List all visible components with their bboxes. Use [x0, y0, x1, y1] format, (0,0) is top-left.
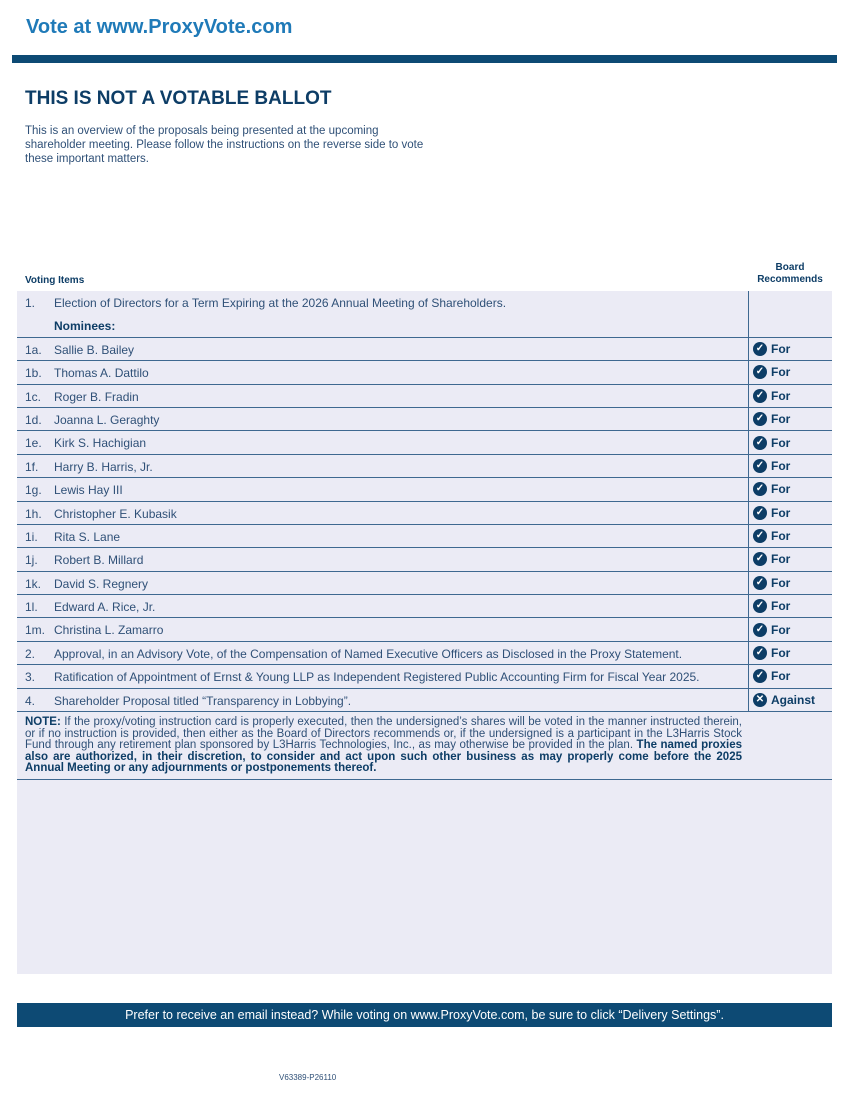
check-circle-icon: ✓ — [753, 623, 767, 637]
item-number: 1i. — [25, 529, 38, 544]
table-row — [17, 548, 832, 571]
note-section — [17, 712, 832, 780]
recommendation-label: For — [771, 646, 791, 661]
table-row — [17, 665, 832, 688]
item-text: Edward A. Rice, Jr. — [54, 600, 156, 615]
item-number: 1m. — [25, 623, 46, 638]
check-circle-icon: ✓ — [753, 506, 767, 520]
board-recommendation — [748, 548, 832, 570]
check-circle-icon: ✓ — [753, 459, 767, 473]
check-circle-icon: ✓ — [753, 436, 767, 450]
item-text: Shareholder Proposal titled “Transparency in Lobbying”. — [54, 693, 352, 708]
item-text: Kirk S. Hachigian — [54, 436, 147, 451]
recommends-label: Recommends — [757, 274, 823, 285]
item-number: 1g. — [25, 483, 42, 498]
note-label: NOTE: — [25, 716, 61, 729]
page-title: THIS IS NOT A VOTABLE BALLOT — [25, 88, 332, 109]
x-circle-icon: ✕ — [753, 693, 767, 707]
recommendation-label: For — [771, 458, 791, 473]
board-recommendation — [748, 525, 832, 547]
recommendation-label: For — [771, 552, 791, 567]
recommendation-label: Against — [771, 692, 816, 707]
item-text: Ratification of Appointment of Ernst & Young LLP as Independent Registered Public Accounting Firm for Fiscal Year 2025. — [54, 670, 700, 685]
check-circle-icon: ✓ — [753, 646, 767, 660]
item-number: 1h. — [25, 506, 42, 521]
table-row — [17, 642, 832, 665]
board-recommendation — [748, 478, 832, 500]
item-text: Rita S. Lane — [54, 529, 121, 544]
delivery-settings-banner: Prefer to receive an email instead? While voting on www.ProxyVote.com, be sure to click “Delivery Settings”. — [17, 1003, 832, 1027]
item-text: Robert B. Millard — [54, 553, 144, 568]
voting-items-header: Voting Items — [25, 275, 85, 286]
table-row — [17, 291, 832, 314]
board-recommendation — [748, 408, 832, 430]
recommendation-label: For — [771, 599, 791, 614]
recommendation-label: For — [771, 482, 791, 497]
item-text: Christopher E. Kubasik — [54, 506, 177, 521]
board-recommendation — [748, 595, 832, 617]
recommendation-label: For — [771, 669, 791, 684]
check-circle-icon: ✓ — [753, 342, 767, 356]
recommendation-label: For — [771, 365, 791, 380]
note-body: If the proxy/voting instruction card is properly executed, then the undersigned’s shares will be voted in the manner instructed therein, or if no instruction is provided, then either as the Board of Directors recommends or, if the undersigned is a participant in the L3Harris Stock Fund through any retirement plan sponsored by L3Harris Technologies, Inc., as may otherwise be provided in the plan. — [25, 716, 742, 752]
item-number: 1f. — [25, 459, 39, 474]
board-recommendation — [748, 361, 832, 383]
table-row — [17, 502, 832, 525]
item-text: Roger B. Fradin — [54, 389, 139, 404]
check-circle-icon: ✓ — [753, 669, 767, 683]
item-text: Christina L. Zamarro — [54, 623, 164, 638]
recommendation-label: For — [771, 341, 791, 356]
item-number: 1d. — [25, 412, 42, 427]
board-recommendation — [748, 385, 832, 407]
header-rule — [12, 55, 837, 63]
table-blank-area — [17, 780, 832, 974]
table-row — [17, 408, 832, 431]
note-bold-body: The named proxies also are authorized, in their discretion, to consider and act upon such other business as may properly come before the 2025 Annual Meeting or any adjournments or postponements thereof. — [25, 739, 742, 775]
item-number: 1a. — [25, 342, 42, 357]
board-recommendation — [748, 314, 832, 336]
table-row — [17, 478, 832, 501]
recommendation-label: For — [771, 412, 791, 427]
check-circle-icon: ✓ — [753, 389, 767, 403]
item-number: 1k. — [25, 576, 42, 591]
board-recommendation — [748, 502, 832, 524]
table-row — [17, 595, 832, 618]
intro-text: This is an overview of the proposals being presented at the upcoming shareholder meeting. Please follow the instructions on the reverse side to vote these important matters. — [25, 125, 424, 165]
item-text: Election of Directors for a Term Expiring at the 2026 Annual Meeting of Shareholders. — [54, 296, 507, 310]
recommendation-label: For — [771, 435, 791, 450]
recommendation-label: For — [771, 622, 791, 637]
recommendation-label: For — [771, 575, 791, 590]
check-circle-icon: ✓ — [753, 599, 767, 613]
item-number: 1. — [25, 296, 36, 310]
board-recommendation — [748, 431, 832, 453]
item-number: 1c. — [25, 389, 42, 404]
table-row — [17, 431, 832, 454]
recommendation-label: For — [771, 529, 791, 544]
note-text — [17, 712, 750, 779]
recommendation-label: For — [771, 388, 791, 403]
table-row — [17, 572, 832, 595]
board-recommendation — [748, 572, 832, 594]
board-recommendation — [748, 665, 832, 687]
recommendation-label: For — [771, 505, 791, 520]
board-recommendation — [748, 338, 832, 360]
item-number: 1j. — [25, 553, 38, 568]
item-text: Joanna L. Geraghty — [54, 412, 160, 427]
item-number: 1l. — [25, 600, 38, 615]
table-row — [17, 314, 832, 337]
item-number: 1e. — [25, 436, 42, 451]
table-row — [17, 455, 832, 478]
item-text: Nominees: — [54, 319, 116, 334]
table-row — [17, 525, 832, 548]
voting-items-table — [17, 291, 832, 974]
item-number: 4. — [25, 693, 36, 708]
board-label: Board — [775, 262, 805, 273]
table-row — [17, 361, 832, 384]
item-text: David S. Regnery — [54, 576, 149, 591]
board-recommendation — [748, 689, 832, 711]
board-recommendation — [748, 455, 832, 477]
item-number: 2. — [25, 646, 36, 661]
board-recommends-header — [748, 262, 832, 286]
check-circle-icon: ✓ — [753, 576, 767, 590]
item-text: Sallie B. Bailey — [54, 342, 135, 357]
check-circle-icon: ✓ — [753, 529, 767, 543]
check-circle-icon: ✓ — [753, 552, 767, 566]
table-row — [17, 689, 832, 712]
document-code: V63389-P26110 — [279, 1073, 337, 1082]
check-circle-icon: ✓ — [753, 482, 767, 496]
table-row — [17, 618, 832, 641]
check-circle-icon: ✓ — [753, 412, 767, 426]
item-number: 1b. — [25, 366, 42, 381]
item-text: Approval, in an Advisory Vote, of the Compensation of Named Executive Officers as Disclosed in the Proxy Statement. — [54, 646, 683, 661]
board-recommendation — [748, 642, 832, 664]
item-number: 3. — [25, 670, 36, 685]
item-text: Thomas A. Dattilo — [54, 366, 149, 381]
check-circle-icon: ✓ — [753, 365, 767, 379]
proxyvote-link[interactable]: Vote at www.ProxyVote.com — [26, 16, 293, 38]
table-row — [17, 338, 832, 361]
board-recommendation — [748, 618, 832, 640]
table-row — [17, 385, 832, 408]
item-text: Harry B. Harris, Jr. — [54, 459, 153, 474]
board-recommendation — [748, 291, 832, 314]
item-text: Lewis Hay III — [54, 483, 123, 498]
